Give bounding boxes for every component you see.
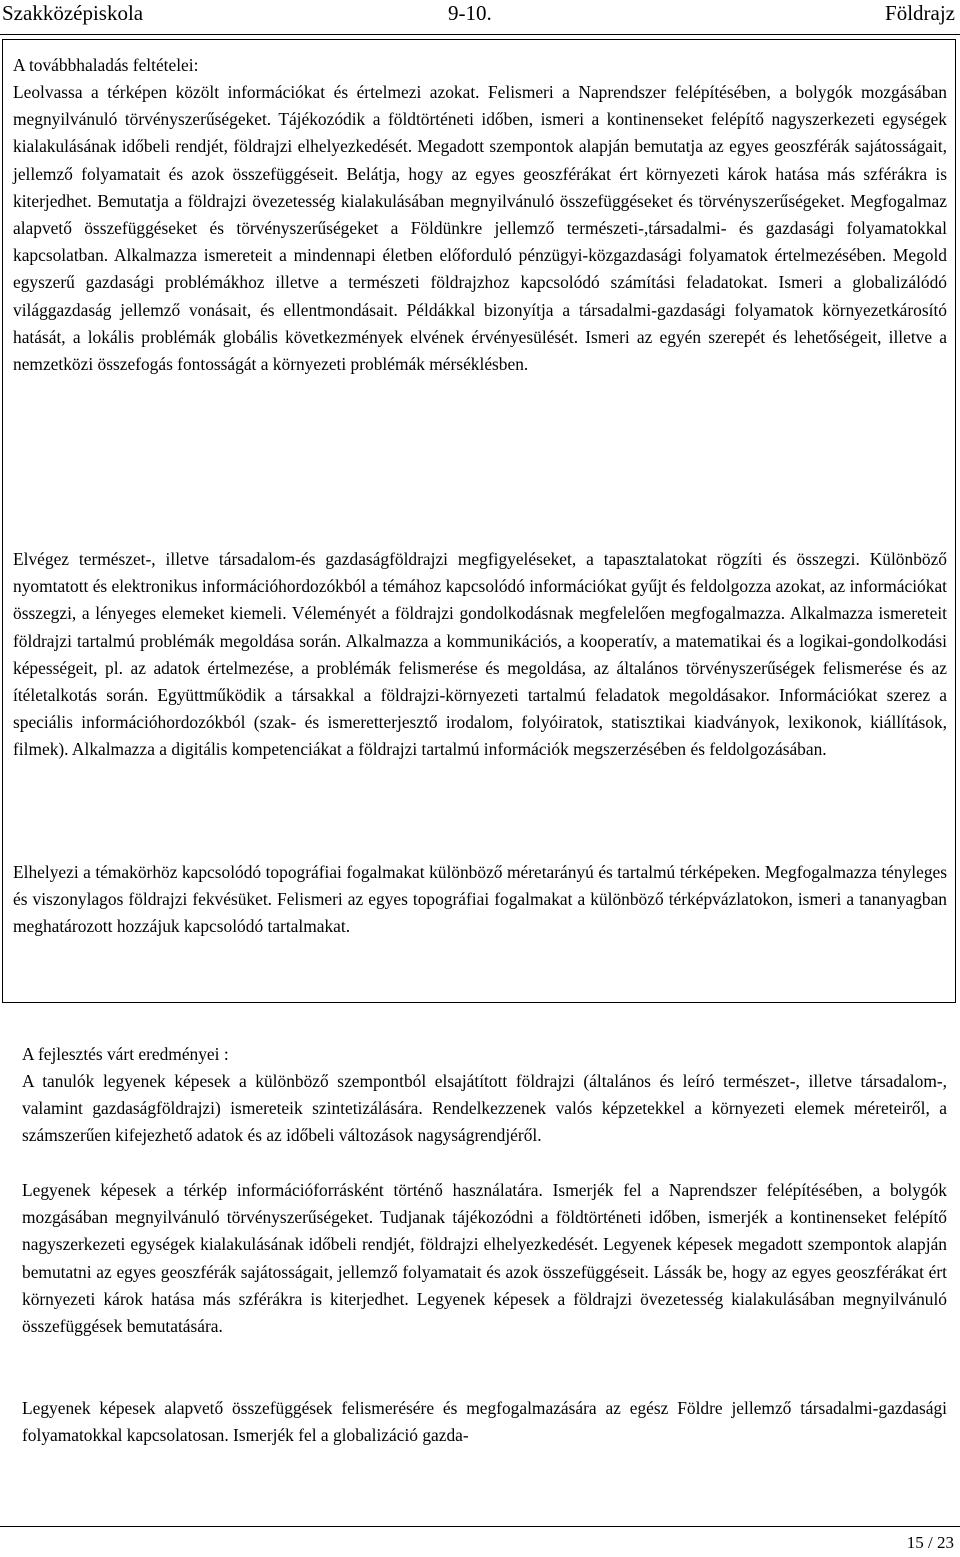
outcomes-paragraph-2: Legyenek képesek a térkép információforrásként történő használatára. Ismerjék fel a Naprendszer felépítésében, a bolygók mozgásában megnyilvánuló törvényszerűségeket. Tudjanak tájékozódni a földtörténeti időben, ismerjék a kontinenseket felépítő nagyszerkezeti egységek kialakulásának időbeli rendjét, földrajzi elhelyezkedését. Legyenek képesek megadott szempontok alapján bemutatni az egyes geoszférák sajátosságait, jellemző folyamatait és azok összefüggéseit. Lássák be, hogy az egyes geoszférákat ért környezeti károk hatása más szférákra is kiterjedhet. Legyenek képesek a földrajzi övezetesség kialakulásában megnyilvánuló összefüggések bemutatására.: [22, 1180, 947, 1337]
school-type: Szakközépiskola: [2, 1, 144, 25]
requirements-paragraph-1: Leolvassa a térképen közölt információkat és értelmezi azokat. Felismeri a Naprendszer felépítésében, a bolygók mozgásában megnyilvánuló törvényszerűségeket. Tájékozódik a földtörténeti időben, ismeri a kontinenseket felépítő nagyszerkezeti egységek kialakulásának időbeli rendjét, földrajzi elhelyezkedését. Megadott szempontok alapján bemutatja az egyes geoszférák sajátosságait, jellemző folyamatait és azok összefüggéseit. Belátja, hogy az egyes geoszférákat ért környezeti károk hatása más szférákra is kiterjedhet. Bemutatja a földrajzi övezetesség kialakulásában megnyilvánuló összefüggéseket és törvényszerűségeket. Megfogalmaz alapvető összefüggéseket és törvényszerűségeket a Földünkre jellemző természeti-,társadalmi- és gazdasági folyamatokkal kapcsolatban. Alkalmazza ismereteit a mindennapi életben előforduló pénzügyi-közgazdasági folyamatok értelmezésében. Megold egyszerű gazdasági problémákhoz illetve a természeti földrajzhoz kapcsolódó számítási feladatokat. Ismeri a globalizálódó világgazdaság jellemző vonásait, és ellentmondásait. Példákkal bizonyítja a társadalmi-gazdasági folyamatok környezetkárosító hatását, a lokális problémák globális következmények elvének érvényesülését. Ismeri az egyén szerepét és lehetőségeit, illetve a nemzetközi összefogás fontosságát a környezeti problémák mérséklésben.: [13, 82, 947, 375]
grade-range: 9-10.: [448, 1, 492, 25]
requirements-paragraph-3: Elhelyezi a témakörhöz kapcsolódó topográfiai fogalmakat különböző méretarányú és tartalmú térképeken. Megfogalmazza tényleges és viszonylagos földrajzi fekvésüket. Felismeri az egyes topográfiai fogalmakat a különböző térképvázlatokon, ismeri a tananyagban meghatározott hozzájuk kapcsolódó tartalmakat.: [13, 862, 947, 937]
outcomes-paragraph-1: A tanulók legyenek képesek a különböző szempontból elsajátított földrajzi (általános és leíró természet-, illetve társadalom-, valamint gazdaságföldrajzi) ismereteik szintetizálására. Rendelkezzenek valós képzetekkel a környezeti elemek méreteiről, a számszerűen kifejezhető adatok és az időbeli változások nagyságrendjéről.: [22, 1071, 947, 1146]
header-divider: [0, 34, 960, 35]
subject-name: Földrajz: [885, 1, 955, 25]
requirements-paragraph-2: Elvégez természet-, illetve társadalom-és gazdaságföldrajzi megfigyeléseket, a tapasztalatokat rögzíti és összegzi. Különböző nyomtatott és elektronikus információhordozókból a témához kapcsolódó információkat gyűjt és feldolgozza azokat, az információkat összegzi, a lényeges elemeket kiemeli. Véleményét a földrajzi gondolkodásnak megfelelően megfogalmazza. Alkalmazza ismereteit földrajzi tartalmú problémák megoldása során. Alkalmazza a kommunikációs, a kooperatív, a matematikai és a logikai-gondolkodási képességeit, pl. az adatok értelmezése, a problémák felismerése és megoldása, az általános törvényszerűségek felismerése és az ítéletalkotás során. Együttműködik a társakkal a földrajzi-környezeti tartalmú feladatok megoldásakor. Információkat szerez a speciális információhordozókból (szak- és ismeretterjesztő irodalom, folyóiratok, statisztikai kiadványok, lexikonok, kiállítások, filmek). Alkalmazza a digitális kompetenciákat a földrajzi tartalmú információk megszerzésében és feldolgozásában.: [13, 549, 947, 760]
page-number: 15 / 23: [906, 1533, 954, 1552]
outcomes-title: A fejlesztés várt eredményei :: [22, 1044, 229, 1064]
page-header: [0, 0, 960, 30]
requirements-box: [2, 39, 956, 1003]
outcomes-paragraph-3: Legyenek képesek alapvető összefüggések felismerésére és megfogalmazására az egész Földre jellemző társadalmi-gazdasági folyamatokkal kapcsolatosan. Ismerjék fel a globalizáció gazda-: [22, 1398, 947, 1446]
requirements-title: A továbbhaladás feltételei:: [13, 55, 199, 75]
footer-divider: [0, 1526, 960, 1527]
